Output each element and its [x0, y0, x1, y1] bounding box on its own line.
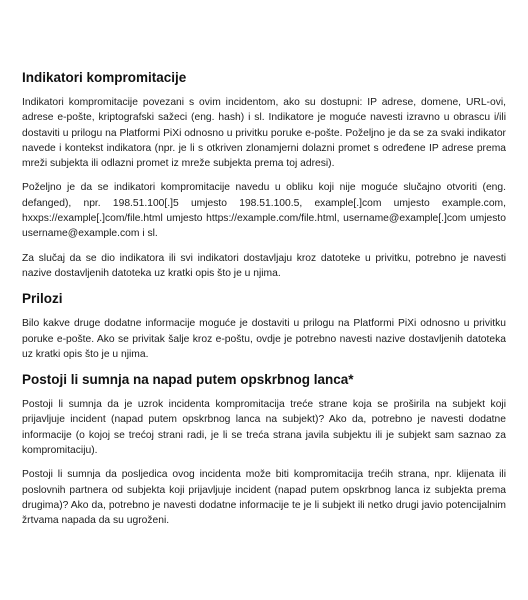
- paragraph: Poželjno je da se indikatori kompromitacije navedu u obliku koji nije moguće slučajno otvoriti (eng. defanged), npr. 198.51.100[.]5 umjesto 198.51.100.5, example[.]com umjesto example.com, hxxps://example[.]com/file.html umjesto https://example.com/file.html, username@example[.]com umjesto username@example.com i sl.: [22, 182, 506, 240]
- section-heading: Prilozi: [22, 291, 63, 307]
- section-supply-chain: [22, 372, 506, 528]
- paragraph: Postoji li sumnja da je uzrok incidenta kompromitacija treće strane koja se proširila na subjekt koji prijavljuje incident (napad putem opskrbnog lanca na subjekt)? Ako da, potrebno je navesti dodatne informacije (o kojoj se trećoj strani radi, je li se treća strana javila subjektu ili je subjekt sam saznao za kompromitaciju).: [22, 399, 506, 457]
- paragraph: Bilo kakve druge dodatne informacije moguće je dostaviti u prilogu na Platformi PiXi odnosno u privitku poruke e-pošte. Ako se privitak šalje kroz e-poštu, ovdje je potrebno navesti nazive dostavljenih datoteka uz kratki opis što je u njima.: [22, 318, 506, 360]
- paragraph: Postoji li sumnja da posljedica ovog incidenta može biti kompromitacija trećih strana, npr. klijenata ili poslovnih partnera od subjekta koji prijavljuje incident (napad putem opskrbnog lanca iz subjekta prema drugima)? Ako da, potrebno je navesti dodatne informacije te je li subjekt ili netko drugi javio potencijalnim žrtvama napada da su ugroženi.: [22, 469, 506, 527]
- paragraph: Indikatori kompromitacije povezani s ovim incidentom, ako su dostupni: IP adrese, domene, URL-ovi, adrese e-pošte, kriptografski sažeci (eng. hash) i sl. Indikatore je moguće navesti izravno u obrascu i/ili dostaviti u prilogu na Platformi PiXi odnosno u privitku poruke e-pošte. Poželjno je da se za svaki indikator navede i kontekst indikatora (npr. je li s otkriven zlonamjerni dolazni promet s određene IP adrese prema mreži subjekta ili odlazni promet iz mreže subjekta prema toj adresi).: [22, 97, 506, 170]
- document-body: [22, 70, 506, 539]
- section-heading: Indikatori kompromitacije: [22, 70, 187, 85]
- paragraph: Za slučaj da se dio indikatora ili svi indikatori dostavljaju kroz datoteke u privitku, potrebno je navesti nazive dostavljenih datoteka uz kratki opis što je u njima.: [22, 252, 506, 279]
- section-heading: Postoji li sumnja na napad putem opskrbnog lanca*: [22, 372, 354, 388]
- section-attachments: [22, 291, 506, 362]
- section-indicators: [22, 70, 506, 281]
